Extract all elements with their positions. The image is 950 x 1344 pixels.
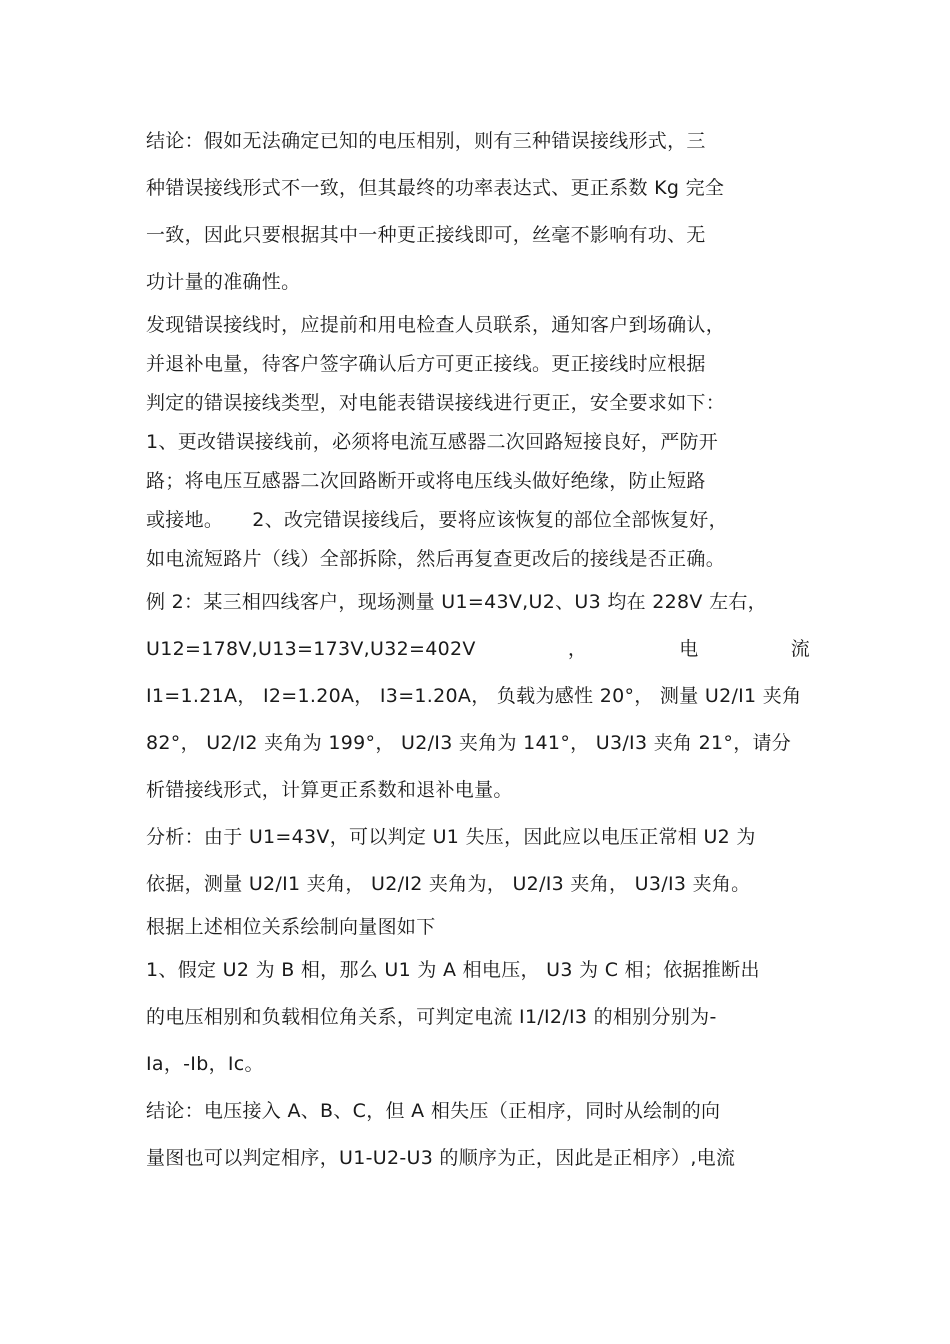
paragraph-line: 析错接线形式，计算更正系数和退补电量。	[146, 779, 513, 801]
paragraph-line: 种错误接线形式不一致，但其最终的功率表达式、更正系数 Kg 完全	[146, 177, 725, 199]
paragraph-line: 路；将电压互感器二次回路断开或将电压线头做好绝缘，防止短路	[146, 470, 706, 492]
paragraph-line: 量图也可以判定相序，U1-U2-U3 的顺序为正，因此是正相序）,电流	[146, 1147, 736, 1169]
paragraph-line: 例 2：某三相四线客户，现场测量 U1=43V,U2、U3 均在 228V 左右，	[146, 591, 767, 613]
paragraph-line: 功计量的准确性。	[146, 271, 301, 293]
spread-segment: 流	[790, 638, 810, 660]
paragraph-line: 并退补电量，待客户签字确认后方可更正接线。更正接线时应根据	[146, 353, 706, 375]
document-body	[146, 118, 810, 1182]
paragraph-line: 发现错误接线时，应提前和用电检查人员联系，通知客户到场确认，	[146, 314, 726, 336]
spread-segment: ，	[567, 638, 588, 660]
spread-segment: 电	[679, 638, 699, 660]
paragraph-line: 分析：由于 U1=43V，可以判定 U1 失压，因此应以电压正常相 U2 为	[146, 826, 756, 848]
paragraph-line: 或接地。 2、改完错误接线后，要将应该恢复的部位全部恢复好，	[146, 509, 728, 531]
paragraph-line: 结论：假如无法确定已知的电压相别，则有三种错误接线形式，三	[146, 130, 706, 152]
paragraph-line: 根据上述相位关系绘制向量图如下	[146, 916, 436, 938]
paragraph-line: I1=1.21A， I2=1.20A， I3=1.20A， 负载为感性 20°， 测量 U2/I1 夹角	[146, 685, 802, 707]
paragraph-line: 82°， U2/I2 夹角为 199°， U2/I3 夹角为 141°， U3/I3 夹角 21°，请分	[146, 732, 792, 754]
paragraph-line: 的电压相别和负载相位角关系，可判定电流 I1/I2/I3 的相别分别为-	[146, 1006, 717, 1028]
spread-line	[146, 626, 810, 673]
paragraph-line: 一致，因此只要根据其中一种更正接线即可，丝毫不影响有功、无	[146, 224, 706, 246]
paragraph-line: 1、更改错误接线前，必须将电流互感器二次回路短接良好，严防开	[146, 431, 719, 453]
paragraph-line: 结论：电压接入 A、B、C，但 A 相失压（正相序，同时从绘制的向	[146, 1100, 721, 1122]
paragraph-line: Ia，-Ib，Ic。	[146, 1053, 264, 1075]
paragraph-line: 判定的错误接线类型，对电能表错误接线进行更正，安全要求如下：	[146, 392, 726, 414]
paragraph-line: 1、假定 U2 为 B 相，那么 U1 为 A 相电压， U3 为 C 相；依据推断出	[146, 959, 760, 981]
spread-segment: U12=178V,U13=173V,U32=402V	[146, 638, 476, 660]
paragraph-line: 依据，测量 U2/I1 夹角， U2/I2 夹角为， U2/I3 夹角， U3/I3 夹角。	[146, 873, 751, 895]
paragraph-line: 如电流短路片（线）全部拆除，然后再复查更改后的接线是否正确。	[146, 548, 726, 570]
